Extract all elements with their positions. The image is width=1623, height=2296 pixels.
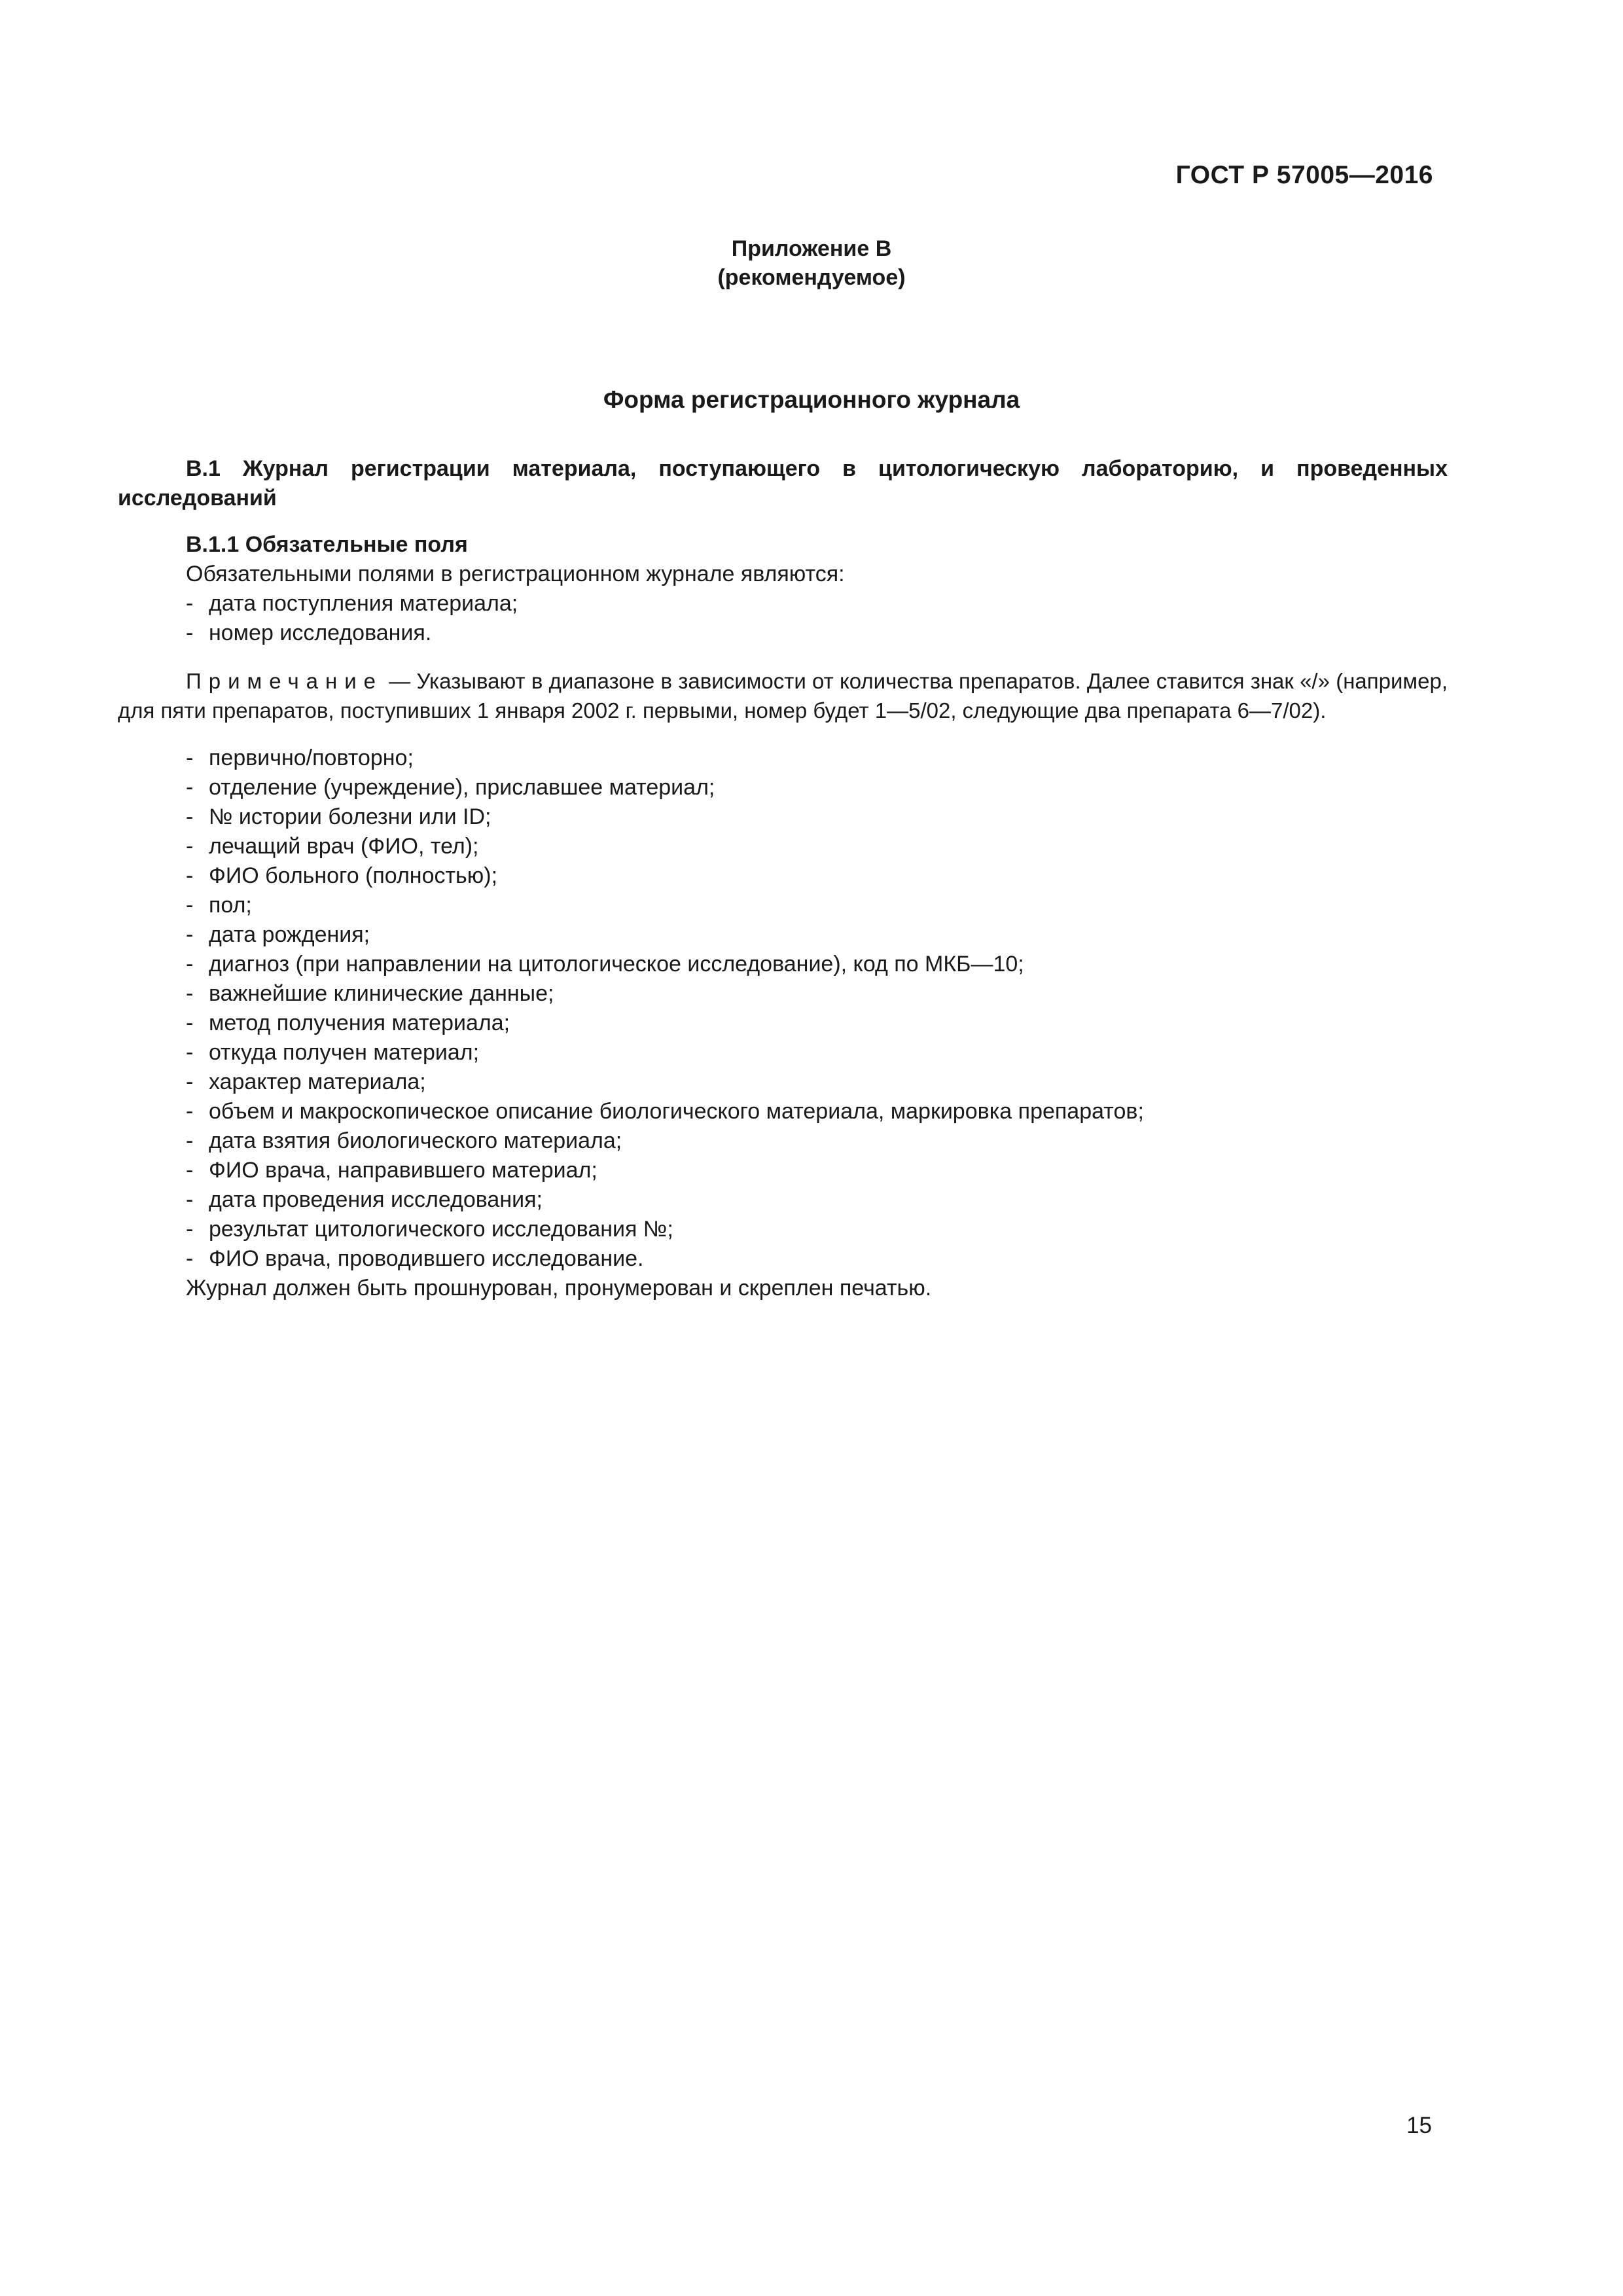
list-item: - диагноз (при направлении на цитологическое исследование), код по МКБ—10; <box>186 952 1024 977</box>
list-item: - результат цитологического исследования №; <box>186 1217 673 1242</box>
subsection-heading: В.1.1 Обязательные поля <box>186 532 468 557</box>
list-item-text: характер материала; <box>209 1069 426 1094</box>
list-item-text: результат цитологического исследования №; <box>209 1217 673 1242</box>
list-item: - дата взятия биологического материала; <box>186 1128 622 1153</box>
intro-paragraph: Обязательными полями в регистрационном журнале являются: <box>186 562 845 586</box>
list-item-text: ФИО врача, проводившего исследование. <box>209 1246 644 1271</box>
list-item-text: диагноз (при направлении на цитологическое исследование), код по МКБ—10; <box>209 952 1024 977</box>
list-item-text: номер исследования. <box>209 620 432 645</box>
list-item: - дата проведения исследования; <box>186 1187 543 1212</box>
list-item-text: метод получения материала; <box>209 1011 510 1035</box>
closing-paragraph: Журнал должен быть прошнурован, пронумерован и скреплен печатью. <box>186 1276 932 1300</box>
list-item-text: ФИО врача, направившего материал; <box>209 1158 597 1183</box>
page-number: 15 <box>1406 2113 1432 2138</box>
list-item: - важнейшие клинические данные; <box>186 981 554 1006</box>
annex-status: (рекомендуемое) <box>717 265 906 290</box>
document-body <box>118 454 1448 1303</box>
note-text: — Указывают в диапазоне в зависимости от количества препаратов. Далее ставится знак «/» (например, для пяти препаратов, поступивших 1 января 2002 г. первыми, номер будет 1—5/02, следующие два препарата 6—7/02). <box>118 669 1448 723</box>
required-fields-list-rest <box>118 744 1448 1274</box>
list-item-text: дата взятия биологического материала; <box>209 1128 622 1153</box>
list-item-text: отделение (учреждение), приславшее материал; <box>209 775 715 800</box>
list-item-text: ФИО больного (полностью); <box>209 863 498 888</box>
page-title: Форма регистрационного журнала <box>603 386 1020 413</box>
list-item: - ФИО врача, направившего материал; <box>186 1158 597 1183</box>
annex-label: Приложение В <box>731 236 892 261</box>
list-item-text: пол; <box>209 893 252 918</box>
section-heading: В.1 Журнал регистрации материала, поступающего в цитологическую лабораторию, и проведенных исследований <box>118 456 1448 511</box>
note-label: Примечание <box>186 669 383 693</box>
list-item: - дата поступления материала; <box>186 591 518 616</box>
list-item: - откуда получен материал; <box>186 1040 480 1065</box>
annex-heading <box>0 234 1623 292</box>
list-item-text: дата поступления материала; <box>209 591 518 616</box>
list-item: - ФИО больного (полностью); <box>186 863 498 888</box>
list-item: - метод получения материала; <box>186 1011 510 1035</box>
list-item: - первично/повторно; <box>186 745 414 770</box>
list-item-text: дата рождения; <box>209 922 370 947</box>
list-item-text: № истории болезни или ID; <box>209 804 491 829</box>
list-item: - номер исследования. <box>186 620 432 645</box>
list-item: - характер материала; <box>186 1069 426 1094</box>
note-paragraph <box>118 666 1448 725</box>
list-item-text: первично/повторно; <box>209 745 414 770</box>
list-item: - пол; <box>186 893 252 918</box>
list-item: - отделение (учреждение), приславшее материал; <box>186 775 715 800</box>
list-item: - объем и макроскопическое описание биологического материала, маркировка препаратов; <box>186 1099 1144 1124</box>
list-item-text: дата проведения исследования; <box>209 1187 543 1212</box>
required-fields-list-first <box>118 589 1448 648</box>
document-code: ГОСТ Р 57005—2016 <box>1175 161 1433 189</box>
list-item: - дата рождения; <box>186 922 370 947</box>
list-item-text: откуда получен материал; <box>209 1040 480 1065</box>
list-item-text: важнейшие клинические данные; <box>209 981 554 1006</box>
list-item-text: объем и макроскопическое описание биологического материала, маркировка препаратов; <box>209 1099 1144 1124</box>
list-item-text: лечащий врач (ФИО, тел); <box>209 834 479 859</box>
list-item: - лечащий врач (ФИО, тел); <box>186 834 479 859</box>
list-item: - № истории болезни или ID; <box>186 804 491 829</box>
list-item: - ФИО врача, проводившего исследование. <box>186 1246 644 1271</box>
